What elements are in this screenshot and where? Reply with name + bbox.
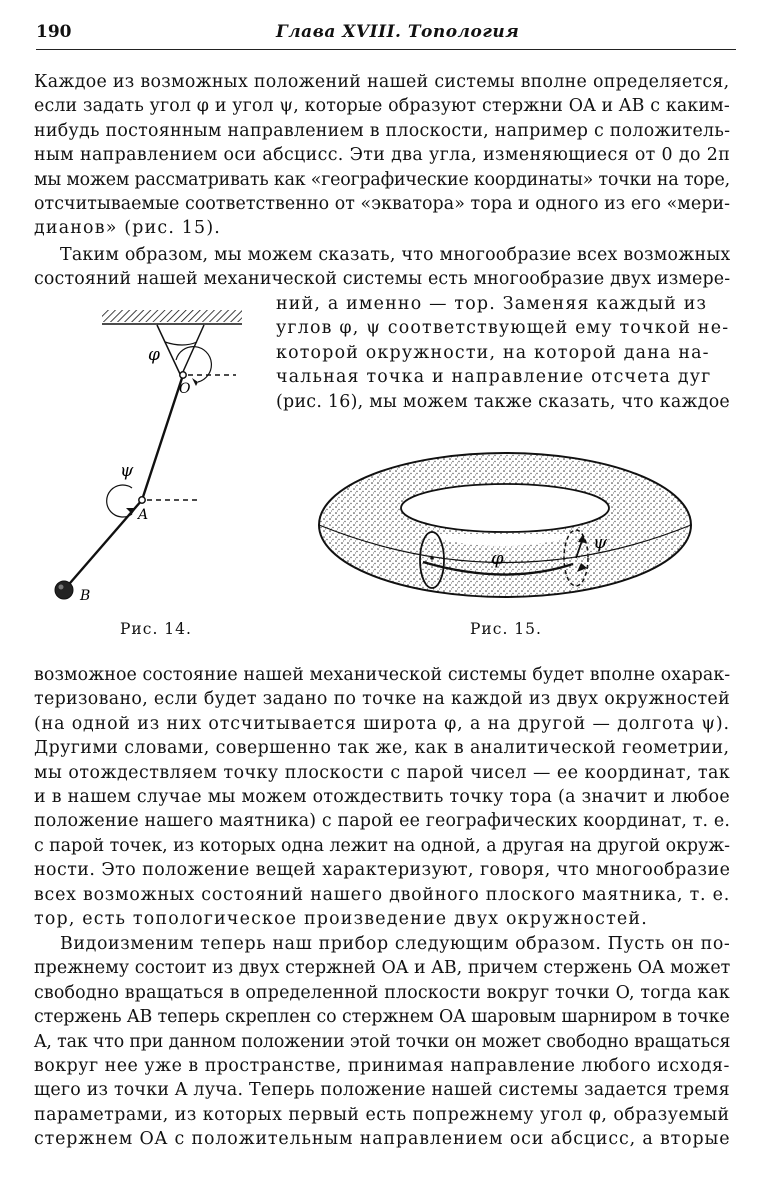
text-line: (на одной из них отсчитывается широта φ, а на другой — долгота ψ). [34,713,730,734]
a-angle-arc [107,485,132,517]
text-line: дианов» (рис. 15). [34,218,222,239]
text-line: чальная точка и направление отсчета дуг [276,367,712,388]
text-line: ным направлением оси абсцисс. Эти два угла, изменяющиеся от 0 до 2π [34,145,730,166]
text-line: состояний нашей механической системы есть многообразие двух измере- [34,269,731,290]
label-o: O [179,381,191,397]
text-line: ний, а именно — тор. Заменяя каждый из [276,294,708,314]
torus-hole [401,484,609,532]
text-line: A, так что при данном положении этой точки он может свободно вращаться [34,1031,731,1052]
text-line: мы можем рассматривать как «географические координаты» точки на торе, [34,169,730,190]
text-line: нибудь постоянным направлением в плоскости, например с положитель- [34,120,731,141]
support-right [182,325,204,374]
text-line: Видоизменим теперь наш прибор следующим образом. Пусть он по- [60,934,731,954]
figure-15-caption: Рис. 15. [470,620,542,638]
label-b: B [80,588,91,604]
running-header [36,22,736,48]
figure-14-pendulum [40,300,270,615]
text-line: мы отождествляем точку плоскости с парой чисел — ее координат, так [34,762,731,783]
rod-oa [142,375,183,500]
running-title: Глава XVIII. Топология [276,22,520,42]
meridian-left-point [430,556,434,560]
text-line: вокруг нее уже в пространстве, принимая направление любого исходя- [34,1056,730,1077]
label-a: A [138,507,149,523]
phi-arc [165,342,197,345]
text-line: теризовано, если будет задано по точке на каждой из двух окружностей [34,689,730,710]
paragraph-4 [34,932,730,1152]
header-rule [36,49,736,50]
text-line: и в нашем случае мы можем отождествить точку тора (а значит и любое [34,787,731,808]
text-line: которой окружности, на которой дана на- [276,342,710,363]
o-arrowhead [192,378,198,386]
text-line: тор, есть топологическое произведение двух окружностей. [34,909,648,930]
text-line: всех возможных состояний нашего двойного плоского маятника, т. е. [34,884,730,905]
text-line: щего из точки A луча. Теперь положение нашей системы задается тремя [34,1080,730,1101]
figure-14-caption: Рис. 14. [120,620,192,638]
pivot-o [180,372,186,378]
text-line: свободно вращаться в определенной плоскости вокруг точки O, тогда как [34,982,730,1003]
text-line: положение нашего маятника) с парой ее географических координат, т. е. [34,811,731,832]
text-line: стержнем OA с положительным направлением оси абсцисс, а вторые [34,1129,731,1150]
ceiling-hatch [102,310,242,322]
text-line: возможное состояние нашей механической системы будет вполне охарак- [34,665,731,685]
paragraph-1 [34,70,730,241]
support-left [157,325,180,374]
text-line: отсчитываемые соответственно от «экватора» тора и одного из его «мери- [34,194,731,215]
text-line: параметрами, из которых первый есть попрежнему угол φ, образуемый [34,1104,730,1125]
label-psi: ψ [593,532,608,553]
rod-ab [64,500,142,590]
text-line: прежнему состоит из двух стержней OA и AB, причем стержень OA может [34,958,731,979]
text-line: (рис. 16), мы можем также сказать, что каждое [276,391,730,412]
bob-highlight [59,585,64,590]
text-line: Таким образом, мы можем сказать, что многообразие всех возможных [60,245,731,265]
text-line: Другими словами, совершенно так же, как в аналитической геометрии, [34,738,730,759]
text-line: если задать угол φ и угол ψ, которые образуют стержни OA и AB с каким- [34,96,730,117]
text-line: Каждое из возможных положений нашей системы вполне определяется, [34,72,730,92]
page-number: 190 [36,22,72,42]
bob-b [55,581,73,599]
text-line: углов φ, ψ соответствующей ему точкой не- [276,318,730,339]
paragraph-3 [34,663,730,931]
joint-a [139,497,145,503]
paragraph-2-top [34,243,730,292]
text-line: ности. Это положение вещей характеризуют, говоря, что многообразие [34,860,731,881]
label-phi: φ [491,548,504,569]
paragraph-2-wrap [276,292,730,414]
figure-15-torus [305,440,705,610]
text-line: стержень AB теперь скреплен со стержнем OA шаровым шарниром в точке [34,1007,730,1028]
text-line: с парой точек, из которых одна лежит на одной, а другая на другой окруж- [34,835,730,856]
label-psi: ψ [120,461,134,481]
label-phi: φ [148,345,160,365]
